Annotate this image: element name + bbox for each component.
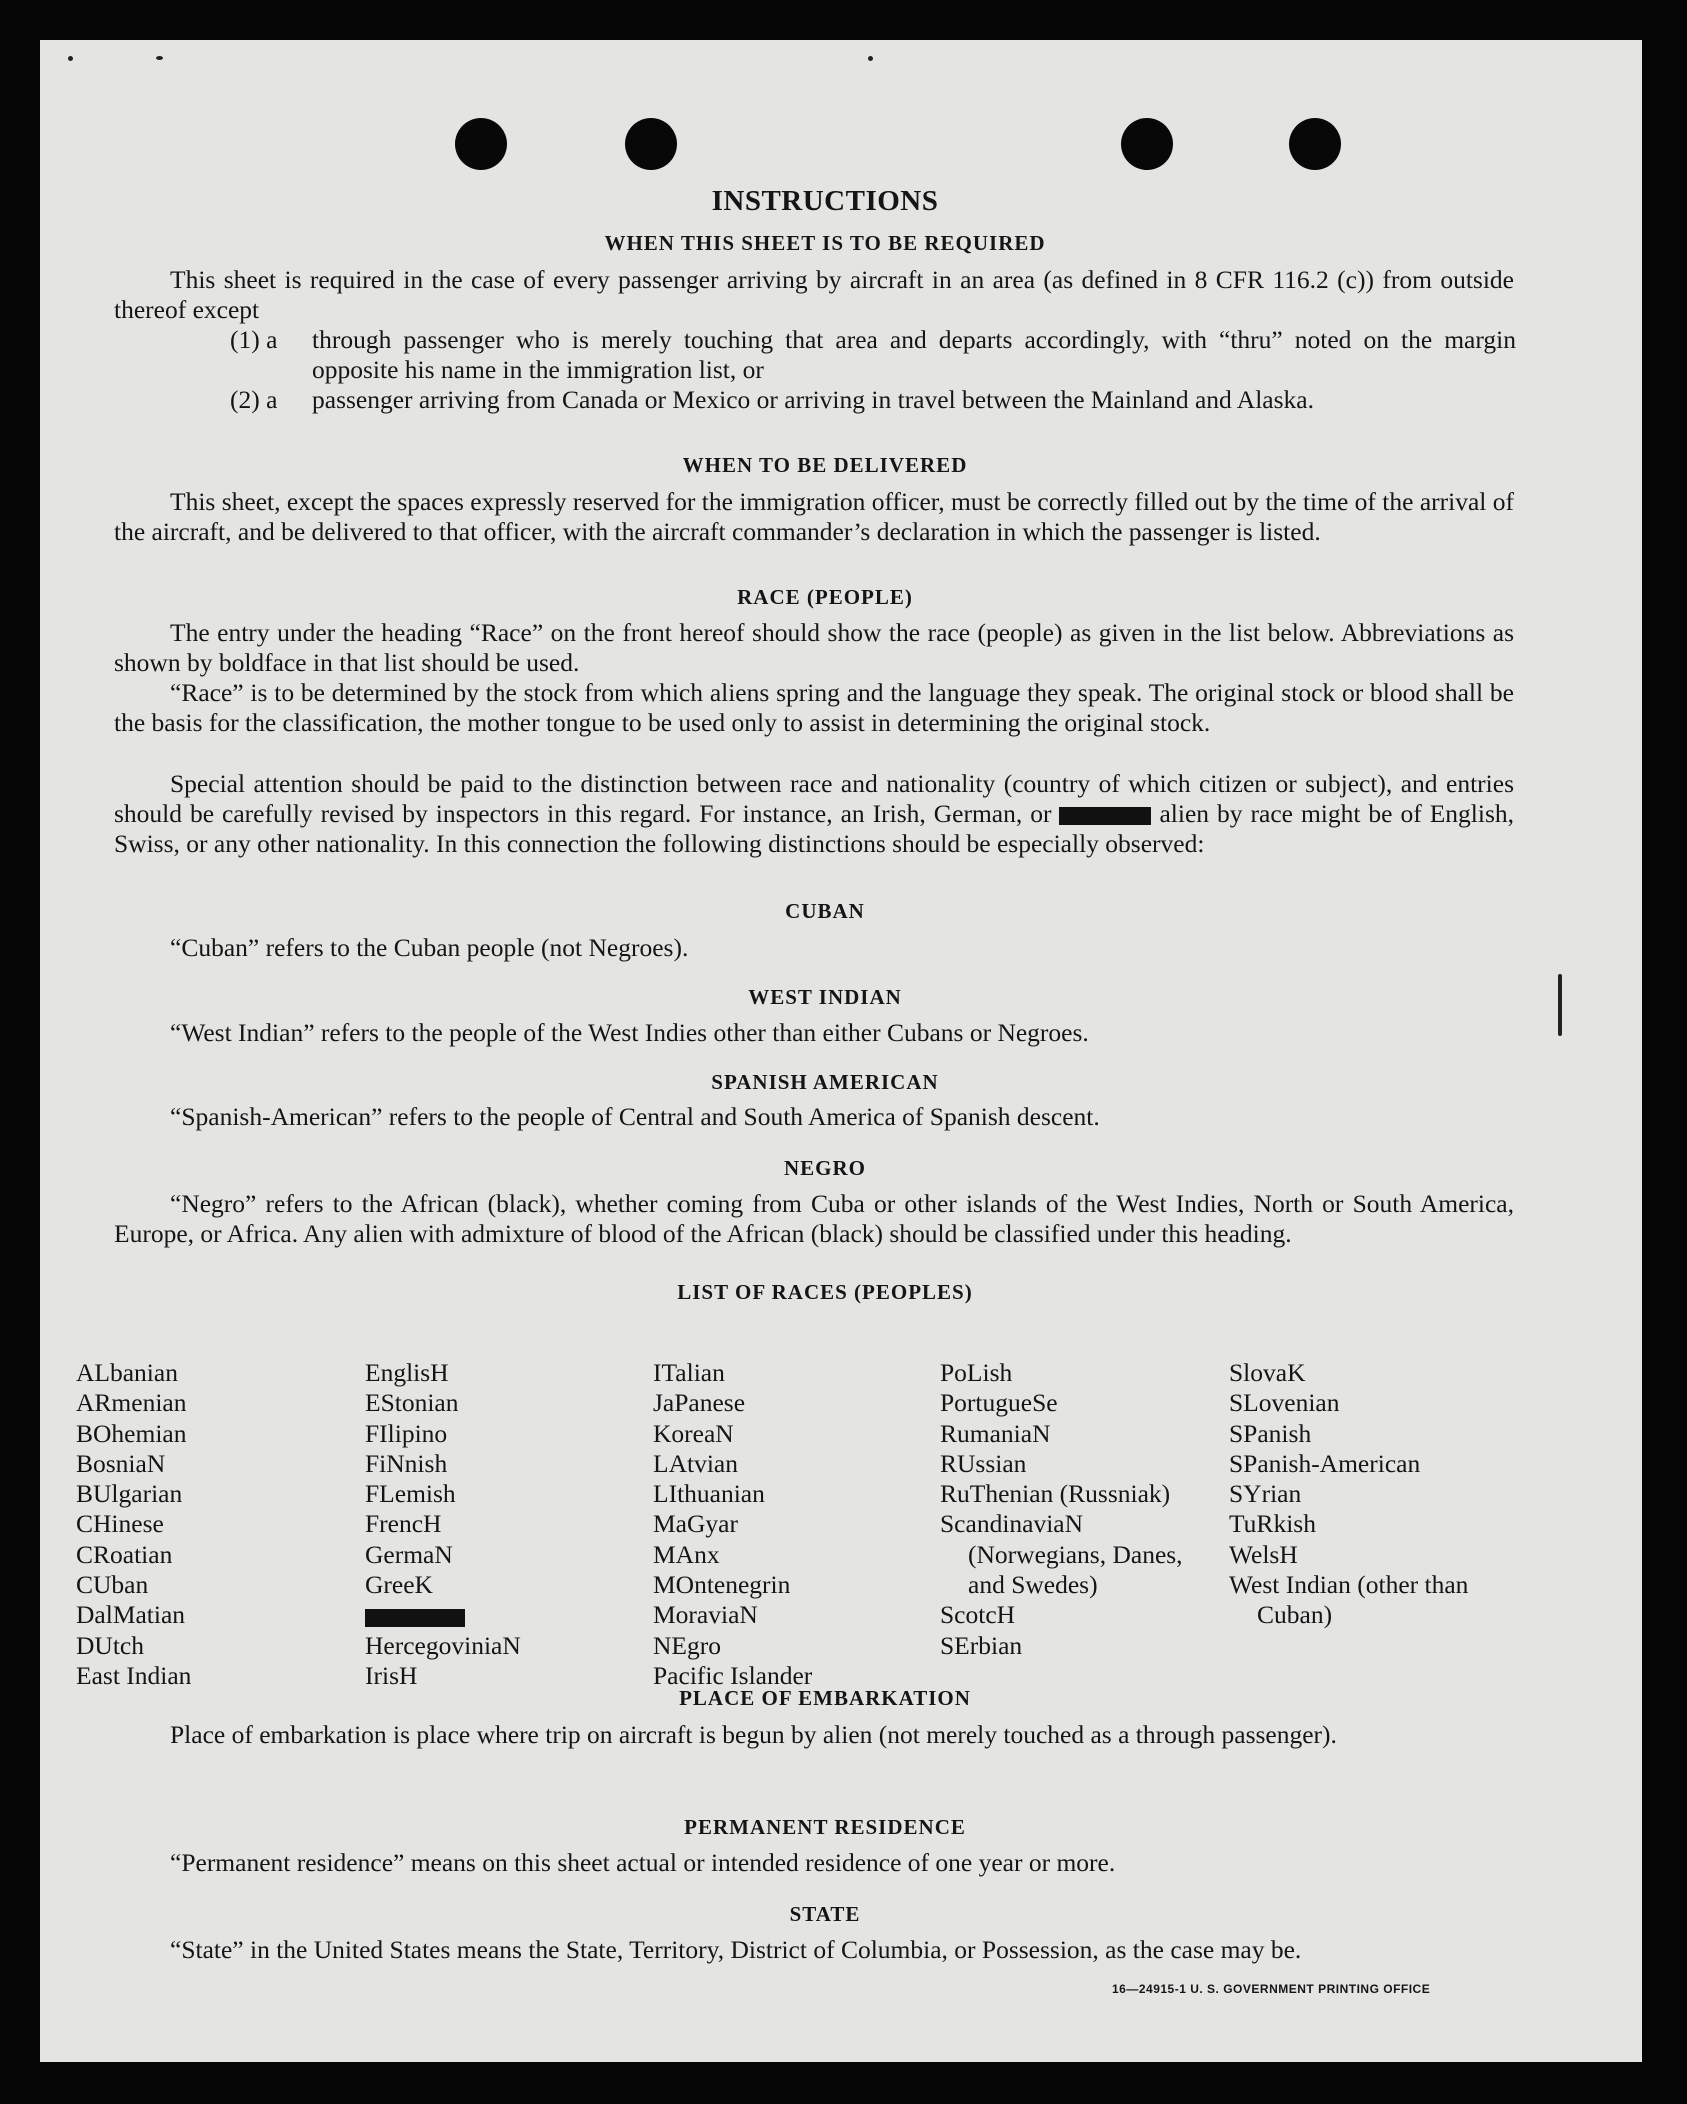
race-entry: HercegoviniaN — [365, 1630, 521, 1660]
race-entry: LIthuanian — [653, 1479, 765, 1509]
section-heading: WEST INDIAN — [748, 985, 902, 1009]
item-number: (1) a — [230, 325, 278, 354]
race-entry: SLovenian — [1229, 1388, 1340, 1418]
item-number: (2) a — [230, 385, 278, 414]
race-entry: RumaniaN — [940, 1418, 1051, 1448]
paragraph-text: This sheet is required in the case of every passenger arriving by aircraft in an area (as defined in 8 CFR 116.2 (c)) from outside thereof except — [114, 265, 1514, 324]
race-column — [365, 1358, 645, 1691]
race-column — [940, 1358, 1202, 1661]
punch-hole — [1121, 118, 1173, 170]
race-entry: ITalian — [653, 1358, 725, 1387]
paragraph: “State” in the United States means the State, Territory, District of Columbia, or Possession, as the case may be. — [170, 1935, 1302, 1964]
race-entry: GreeK — [365, 1570, 433, 1600]
race-entry: IrisH — [365, 1660, 418, 1690]
race-entry: WelsH — [1229, 1539, 1298, 1569]
section-heading: STATE — [789, 1902, 861, 1926]
race-column — [76, 1358, 356, 1691]
list-item — [230, 385, 1516, 415]
race-entry: LAtvian — [653, 1448, 738, 1478]
paragraph: “Spanish-American” refers to the people of Central and South America of Spanish descent. — [170, 1102, 1100, 1131]
paragraph — [114, 769, 1514, 859]
race-entry: FLemish — [365, 1479, 456, 1509]
race-entry: BUlgarian — [76, 1479, 183, 1509]
race-entry: EStonian — [365, 1388, 459, 1418]
race-entry: PortugueSe — [940, 1388, 1058, 1418]
section-heading: LIST OF RACES (PEOPLES) — [677, 1280, 973, 1304]
section-heading: PLACE OF EMBARKATION — [679, 1686, 971, 1710]
punch-hole — [1289, 118, 1341, 170]
race-entry: EnglisH — [365, 1358, 449, 1387]
paragraph-text: alien by race might be of English, Swiss, or any other nationality. In this connection the following distinctions should be especially observed: — [114, 799, 1515, 858]
redaction — [365, 1609, 465, 1627]
page-title: INSTRUCTIONS — [711, 185, 939, 217]
race-column — [1229, 1358, 1491, 1631]
race-entry: Pacific Islander — [653, 1660, 813, 1690]
race-entry: SYrian — [1229, 1479, 1302, 1509]
punch-hole — [455, 118, 507, 170]
paragraph: The entry under the heading “Race” on the front hereof should show the race (people) as given in the list below. Abbreviations as shown by boldface in that list should be used. — [114, 618, 1514, 677]
race-entry: CUban — [76, 1570, 149, 1600]
printer-imprint: 16—24915-1 U. S. GOVERNMENT PRINTING OFFICE — [1112, 1982, 1431, 1996]
mark — [868, 56, 873, 61]
race-entry: ARmenian — [76, 1388, 187, 1418]
section-heading: SPANISH AMERICAN — [711, 1070, 939, 1094]
section-heading: NEGRO — [783, 1156, 866, 1180]
race-entry: RuThenian (Russniak) — [940, 1479, 1171, 1509]
race-entry: ScandinaviaN (Norwegians, Danes, and Swedes) — [940, 1509, 1183, 1600]
section-heading: WHEN TO BE DELIVERED — [682, 453, 968, 477]
race-entry: KoreaN — [653, 1418, 734, 1448]
race-entry: JaPanese — [653, 1388, 746, 1418]
race-entry: SlovaK — [1229, 1358, 1306, 1387]
mark — [156, 56, 163, 60]
race-entry: SErbian — [940, 1630, 1023, 1660]
item-text: passenger arriving from Canada or Mexico or arriving in travel between the Mainland and Alaska. — [312, 385, 1314, 414]
race-entry: SPanish-American — [1229, 1448, 1421, 1478]
race-entry: BOhemian — [76, 1418, 187, 1448]
race-entry: MaGyar — [653, 1509, 738, 1539]
item-text: through passenger who is merely touching that area and departs accordingly, with “thru” noted on the margin opposite his name in the immigration list, or — [312, 325, 1516, 384]
section-heading: PERMANENT RESIDENCE — [684, 1815, 966, 1839]
paragraph: Place of embarkation is place where trip on aircraft is begun by alien (not merely touched as a through passenger). — [170, 1720, 1337, 1749]
section-heading: WHEN THIS SHEET IS TO BE REQUIRED — [604, 231, 1046, 255]
paragraph: “Negro” refers to the African (black), whether coming from Cuba or other islands of the West Indies, North or South America, Europe, or Africa. Any alien with admixture of blood of the African (black) should be classified under this heading. — [114, 1189, 1514, 1248]
paragraph — [114, 265, 1514, 325]
race-entry: MOntenegrin — [653, 1570, 791, 1600]
paragraph: “Cuban” refers to the Cuban people (not Negroes). — [170, 933, 689, 962]
section-heading: CUBAN — [785, 899, 865, 923]
paragraph: “West Indian” refers to the people of the West Indies other than either Cubans or Negroes. — [170, 1018, 1089, 1047]
paragraph-text: Special attention should be paid to the distinction between race and nationality (country of which citizen or subject), and entries should be carefully revised by inspectors in this regard. For instance, an Irish, German, or — [114, 769, 1514, 828]
redaction — [1059, 807, 1151, 825]
race-entry: GermaN — [365, 1539, 453, 1569]
race-entry: CRoatian — [76, 1539, 173, 1569]
race-entry: DalMatian — [76, 1600, 186, 1630]
race-entry: BosniaN — [76, 1448, 166, 1478]
race-entry: DUtch — [76, 1630, 144, 1660]
race-entry: NEgro — [653, 1630, 721, 1660]
race-entry: East Indian — [76, 1660, 192, 1690]
race-entry: FiNnish — [365, 1448, 448, 1478]
race-entry: ScotcH — [940, 1600, 1016, 1630]
race-entry: CHinese — [76, 1509, 164, 1539]
paragraph: “Permanent residence” means on this sheet actual or intended residence of one year or more. — [170, 1848, 1116, 1877]
race-entry — [365, 1600, 645, 1630]
race-entry: RUssian — [940, 1448, 1027, 1478]
race-entry: SPanish — [1229, 1418, 1312, 1448]
paragraph: “Race” is to be determined by the stock from which aliens spring and the language they speak. The original stock or blood shall be the basis for the classification, the mother tongue to be used only to assist in determining the original stock. — [114, 678, 1514, 737]
race-entry: MAnx — [653, 1539, 720, 1569]
race-entry: FIlipino — [365, 1418, 448, 1448]
section-heading: RACE (PEOPLE) — [737, 585, 913, 609]
list-item — [230, 325, 1516, 385]
document-page — [40, 40, 1642, 2062]
race-column — [653, 1358, 933, 1691]
race-entry: PoLish — [940, 1358, 1013, 1387]
race-entry: ALbanian — [76, 1358, 178, 1387]
race-entry: MoraviaN — [653, 1600, 758, 1630]
race-entry: TuRkish — [1229, 1509, 1316, 1539]
paragraph: This sheet, except the spaces expressly reserved for the immigration officer, must be correctly filled out by the time of the arrival of the aircraft, and be delivered to that officer, with the aircraft commander’s declaration in which the passenger is listed. — [114, 487, 1514, 546]
race-entry: West Indian (other than Cuban) — [1229, 1570, 1469, 1630]
mark — [68, 56, 73, 61]
punch-hole — [625, 118, 677, 170]
race-entry: FrencH — [365, 1509, 442, 1539]
